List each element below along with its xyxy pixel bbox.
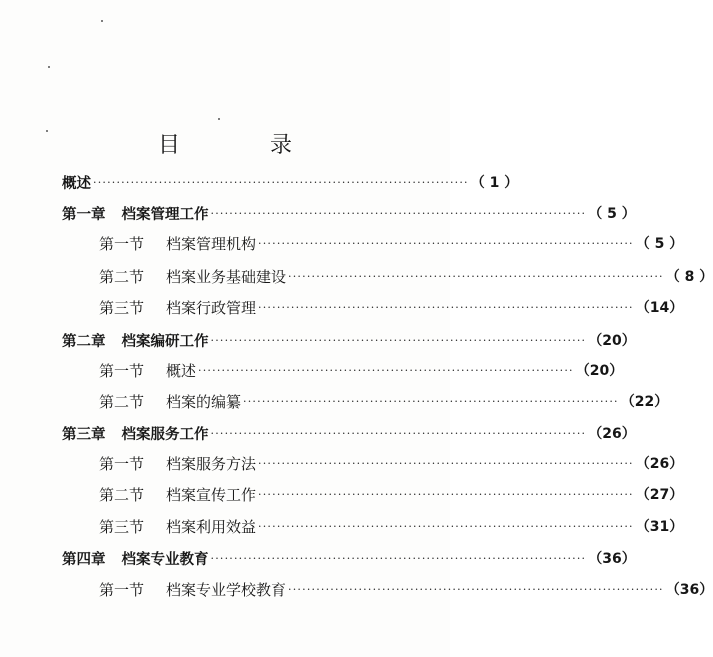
dot-leader: ················································································ (258, 300, 634, 314)
section-number: 第一节 (99, 454, 145, 473)
toc-entry[interactable] (99, 482, 684, 506)
section-title: 档案专业学校教育 (166, 580, 287, 599)
toc-entry[interactable] (99, 264, 713, 288)
toc-entry-label (62, 203, 209, 224)
chapter-title: 档案专业教育 (121, 551, 209, 568)
toc-entry[interactable] (99, 231, 684, 255)
section-title: 档案业务基础建设 (166, 267, 287, 286)
page-number: （27） (635, 487, 684, 503)
chapter-number: 第一章 (62, 206, 106, 223)
page-number: （ 5 ） (635, 236, 684, 252)
section-number: 第一节 (99, 234, 145, 253)
chapter-number: 第四章 (62, 551, 106, 568)
toc-entry-label (99, 516, 256, 537)
section-title: 档案行政管理 (166, 298, 257, 317)
dot-leader: ················································································ (210, 426, 587, 440)
scan-speck (48, 66, 50, 68)
dot-leader: ················································································ (93, 175, 469, 189)
toc-entry-label (99, 233, 256, 254)
page-number: （20） (575, 363, 624, 379)
section-number: 第二节 (99, 392, 145, 411)
scan-speck (218, 118, 220, 120)
dot-leader: ················································································ (258, 519, 634, 533)
toc-entry-label (99, 360, 196, 381)
page-number: （14） (635, 300, 684, 316)
scan-speck (101, 20, 103, 22)
toc-entry[interactable] (99, 577, 713, 601)
toc-entry[interactable] (99, 295, 684, 319)
dot-leader: ················································································ (288, 582, 664, 596)
dot-leader: ················································································ (243, 394, 619, 408)
toc-entry[interactable] (99, 358, 624, 382)
chapter-title: 档案编研工作 (121, 333, 209, 350)
page-title: 目 录 (157, 133, 326, 158)
toc-entry[interactable] (62, 328, 636, 352)
toc-entry-label (62, 330, 209, 351)
page-number: （ 8 ） (665, 269, 713, 285)
page-number: （26） (635, 456, 684, 472)
chapter-number: 第二章 (62, 333, 106, 350)
chapter-title: 档案服务工作 (121, 426, 209, 443)
chapter-title: 概述 (62, 175, 91, 192)
section-title: 档案的编纂 (166, 392, 242, 411)
dot-leader: ················································································ (198, 363, 574, 377)
dot-leader: ················································································ (258, 456, 634, 470)
toc-entry[interactable] (99, 451, 684, 475)
toc-entry[interactable] (99, 389, 669, 413)
section-title: 档案服务方法 (166, 454, 257, 473)
page-number: （20） (588, 333, 636, 349)
page-number: （ 1 ） (470, 175, 519, 191)
section-title: 概述 (166, 361, 197, 380)
page-number: （36） (588, 551, 636, 567)
section-number: 第二节 (99, 267, 145, 286)
toc-entry-label (99, 391, 241, 412)
chapter-title: 档案管理工作 (121, 206, 209, 223)
chapter-number: 第三章 (62, 426, 106, 443)
section-number: 第三节 (99, 298, 145, 317)
section-number: 第三节 (99, 517, 145, 536)
page-number: （26） (588, 426, 636, 442)
toc-entry-label (99, 579, 286, 600)
page-number: （36） (665, 582, 713, 598)
dot-leader: ················································································ (288, 269, 664, 283)
dot-leader: ················································································ (258, 487, 634, 501)
toc-entry[interactable] (62, 546, 636, 570)
section-number: 第一节 (99, 580, 145, 599)
toc-entry-label (62, 423, 209, 444)
dot-leader: ················································································ (210, 333, 587, 347)
section-title: 档案宣传工作 (166, 485, 257, 504)
toc-entry[interactable] (62, 421, 636, 445)
section-title: 档案利用效益 (166, 517, 257, 536)
section-number: 第一节 (99, 361, 145, 380)
section-title: 档案管理机构 (166, 234, 257, 253)
toc-entry[interactable] (62, 201, 636, 225)
toc-entry-label (62, 548, 209, 569)
toc-entry-label (99, 266, 286, 287)
toc-entry[interactable] (62, 170, 519, 194)
page-number: （31） (635, 519, 684, 535)
toc-entry-label (62, 172, 91, 193)
toc-entry[interactable] (99, 514, 684, 538)
dot-leader: ················································································ (258, 236, 634, 250)
toc-entry-label (99, 484, 256, 505)
page-number: （ 5 ） (588, 206, 636, 222)
dot-leader: ················································································ (210, 206, 587, 220)
section-number: 第二节 (99, 485, 145, 504)
page-number: （22） (620, 394, 669, 410)
toc-entry-label (99, 297, 256, 318)
dot-leader: ················································································ (210, 551, 587, 565)
toc-entry-label (99, 453, 256, 474)
